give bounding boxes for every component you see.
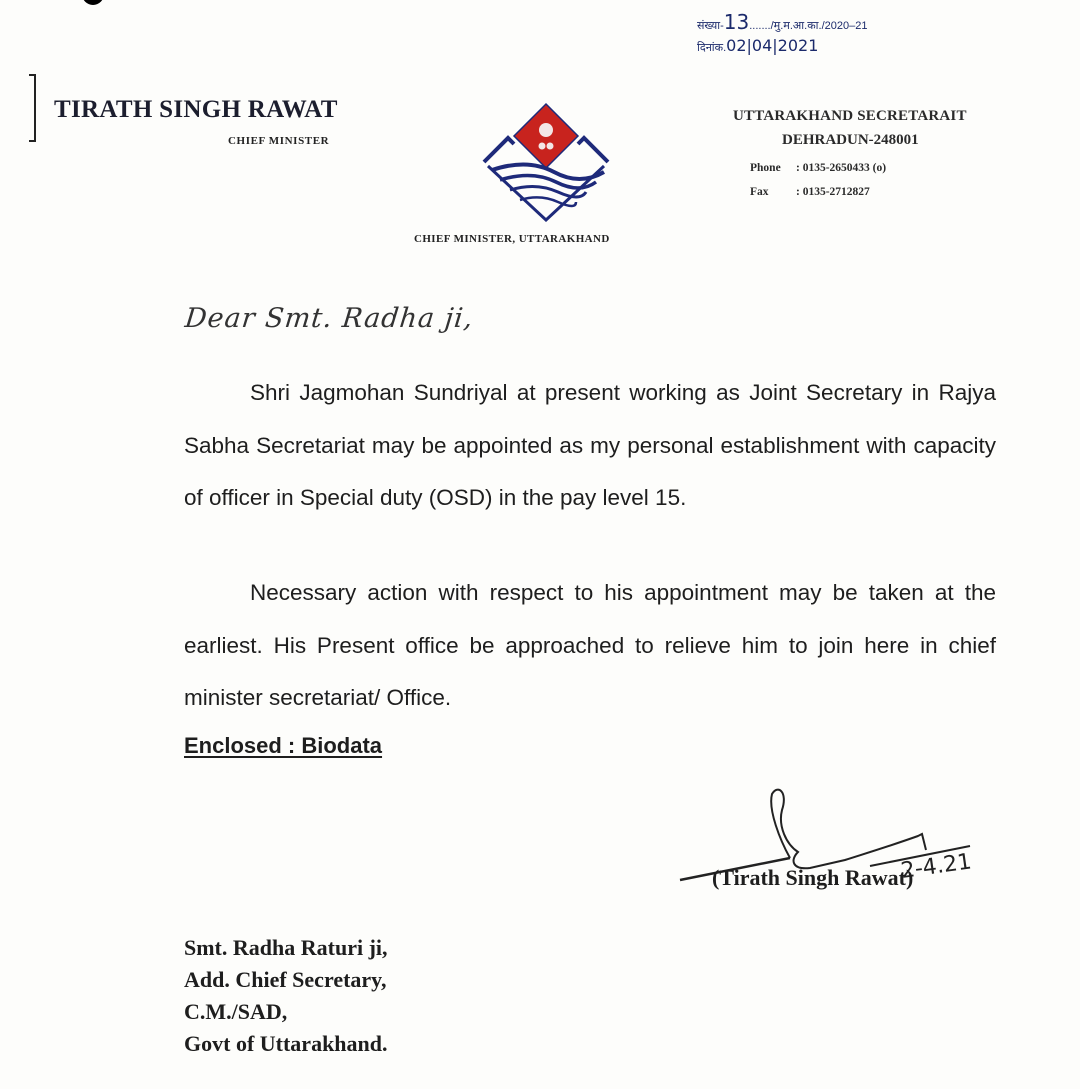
uttarakhand-emblem-icon: [478, 100, 614, 222]
phone-label: Phone: [750, 162, 781, 174]
fax-line: [750, 186, 870, 198]
phone-number: : 0135-2650433 (o): [796, 162, 887, 174]
signature-date: 2-4.21: [899, 849, 974, 884]
reference-number-suffix: ......./मु.म.आ.का./2020–21: [749, 20, 868, 32]
logo-caption: CHIEF MINISTER, UTTARAKHAND: [414, 233, 610, 245]
fax-label: Fax: [750, 186, 769, 198]
addressee-line: Smt. Radha Raturi ji,: [184, 935, 388, 960]
margin-bracket: [29, 74, 36, 142]
cropped-mark: [82, 0, 104, 5]
signatory-name: (Tirath Singh Rawat): [712, 865, 914, 890]
enclosure-note: Enclosed : Biodata: [184, 733, 383, 758]
reference-date: [697, 36, 818, 55]
reference-number-prefix: संख्या-: [697, 20, 724, 32]
body-paragraph-2: [184, 567, 996, 725]
reference-number: [697, 10, 867, 34]
office-city: DEHRADUN-248001: [782, 132, 919, 148]
salutation: Dear Smt. Radha ji,: [183, 303, 475, 334]
reference-number-handwritten: 13: [723, 10, 750, 34]
fax-number: : 0135-2712827: [796, 186, 870, 198]
phone-line: [750, 162, 886, 174]
addressee-line: C.M./SAD,: [184, 999, 288, 1024]
reference-date-prefix: दिनांक.: [697, 42, 727, 54]
body-paragraph-1-text: Shri Jagmohan Sundriyal at present working as Joint Secretary in Rajya Sabha Secretariat may be appointed as my personal establishment with capacity of officer in Special duty (OSD) in the pay level 15.: [184, 380, 996, 510]
office-name: UTTARAKHAND SECRETARAIT: [733, 108, 967, 124]
letterhead-designation: CHIEF MINISTER: [228, 135, 330, 147]
reference-date-handwritten: 02|04|2021: [726, 36, 819, 55]
body-paragraph-2-text: Necessary action with respect to his appointment may be taken at the earliest. His Present office be approached to relieve him to join here in chief minister secretariat/ Office.: [184, 580, 996, 710]
letterhead-name: TIRATH SINGH RAWAT: [54, 96, 338, 123]
addressee-line: Govt of Uttarakhand.: [184, 1031, 388, 1056]
addressee-line: Add. Chief Secretary,: [184, 967, 387, 992]
addressee-block: [184, 932, 388, 1060]
body-paragraph-1: [184, 367, 996, 525]
